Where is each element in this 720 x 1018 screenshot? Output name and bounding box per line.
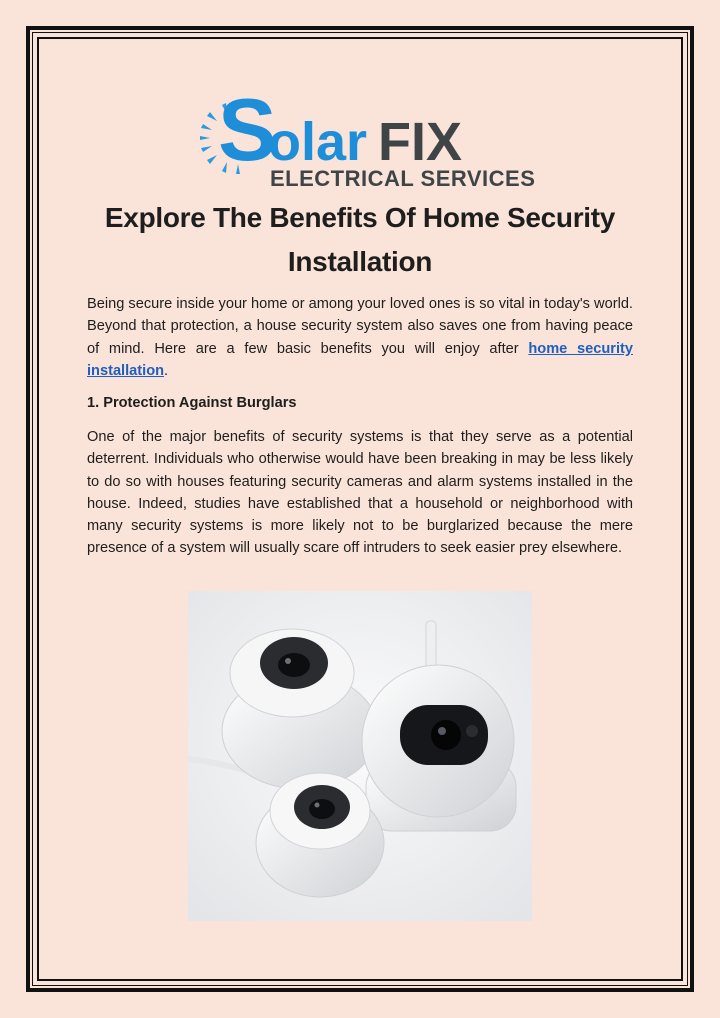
page-title: Explore The Benefits Of Home Security Installation (104, 202, 616, 277)
logo-brand-second: FIX (378, 112, 463, 172)
home-security-installation-link[interactable]: home security installation (87, 340, 633, 379)
ptz-camera-right (362, 665, 516, 831)
intro-paragraph (87, 293, 633, 382)
logo-tagline: ELECTRICAL SERVICES (270, 166, 536, 190)
security-cameras-photo (188, 591, 532, 921)
logo-brand-first: olar (268, 112, 368, 172)
intro-text: Being secure inside your home or among your loved ones is so vital in today's world. Beyond that protection, a house security system also saves one from having peace of mind. Here are a few basic benefits you will enjoy after (87, 296, 633, 357)
logo-initial: S (218, 86, 277, 179)
intro-end: . (164, 362, 169, 379)
section-heading-protection: 1. Protection Against Burglars (87, 395, 297, 411)
section-body-protection: One of the major benefits of security systems is that they serve as a potential deterrent. Individuals who otherwise would have been breaking in may be less likely to do so with houses featuring security cameras and alarm systems installed in the house. Indeed, studies have established that a household or neighborhood with many security systems is more likely not to be burglarized because the mere presence of a system will usually scare off intruders to seek easier prey elsewhere. (87, 429, 633, 557)
solarfix-logo (196, 86, 536, 190)
